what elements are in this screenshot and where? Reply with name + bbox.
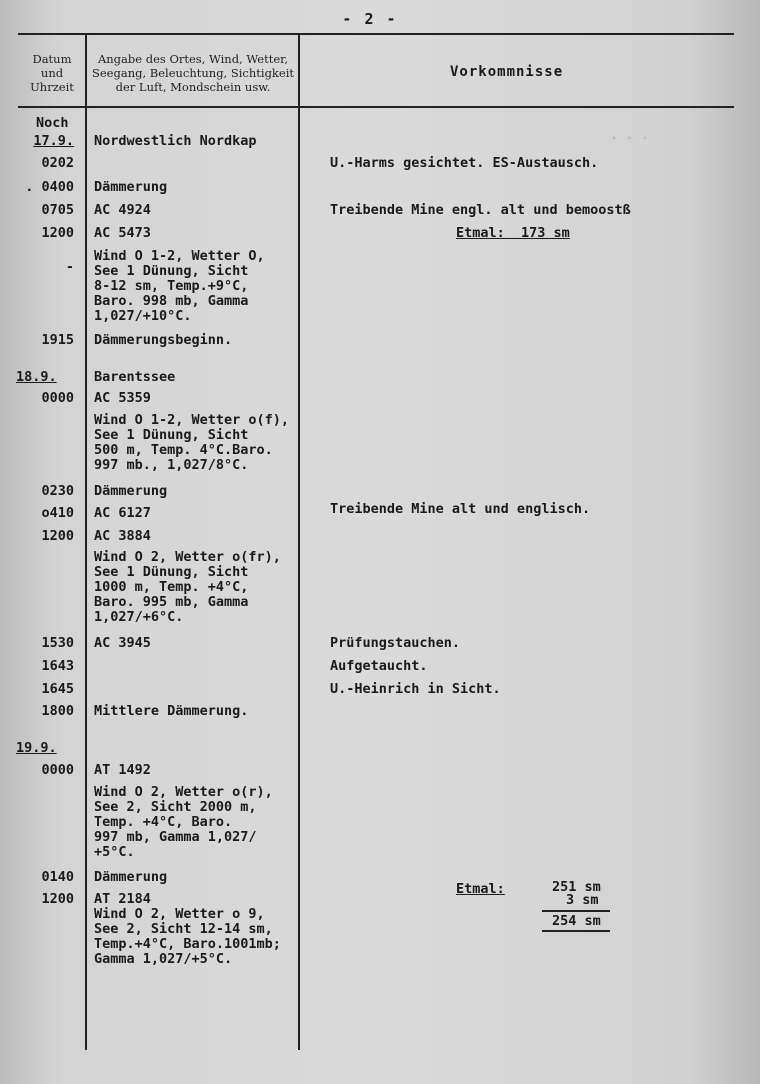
- time-0230: 0230: [41, 483, 74, 499]
- time-1200-c: 1200: [41, 891, 74, 907]
- place-1200: AC 5473: [94, 225, 151, 241]
- column-divider-2: [298, 34, 300, 1050]
- event-1643: Aufgetaucht.: [330, 658, 428, 674]
- time-0000-b: 0000: [41, 762, 74, 778]
- place-0400: Dämmerung: [94, 179, 168, 195]
- etmal-value-2: 3 sm: [566, 892, 599, 908]
- time-0705: 0705: [41, 202, 74, 218]
- etmal-sum-rule: [542, 910, 610, 912]
- time-1915: 1915: [41, 332, 74, 348]
- place-17-9: Nordwestlich Nordkap: [94, 133, 257, 149]
- event-1645: U.-Heinrich in Sicht.: [330, 681, 501, 697]
- document-page: - 2 - Datum und Uhrzeit Angabe des Ortes, Wind, Wetter, Seegang, Beleuchtung, Sichtigkeit der Luft, Mondschein usw. Vorkommnisse . . . Noch 17.9. 0202 . 0400 0705 1200 - 1915 18.9. 0000 0230 o410 1200 1530 1643 1645 1800 19.9. 0000 0140 1200 Nordwestlich Nordkap Dämmerung AC 4924 AC 5473 Wind O 1-2, Wetter O, See 1 Dünung, Sicht 8-12 sm, Temp.+9°C, Baro. 998 mb, Gamma 1,027/+10°C. Dämmerungsbeginn. Barentssee AC 5359 Wind O 1-2, Wetter o(f), See 1 Dünung, Sicht 500 m, Temp. 4°C.Baro. 997 mb., 1,027/8°C. Dämmerung AC 6127 AC 3884 Wind O 2, Wetter o(fr), See 1 Dünung, Sicht 1000 m, Temp. +4°C, Baro. 995 mb, Gamma 1,027/+6°C. AC 3945 Mittlere Dämmerung. AT 1492 Wind O 2, Wetter o(r), See 2, Sicht 2000 m, Temp. +4°C, Baro. 997 mb, Gamma 1,027/ +5°C. Dämmerung AT 2184 Wind O 2, Wetter o 9, See 2, Sicht 12-14 sm, Temp.+4°C, Baro.1001mb; Gamma 1,027/+5°C. U.-Harms gesichtet. ES-Austausch. Treibende Mine engl. alt und bemoostß Etmal: 173 sm Treibende Mine alt und englisch. Prüfungstauchen. Aufgetaucht. U.-Heinrich in Sicht. Etmal: 251 sm 3 sm 254 sm: [0, 0, 760, 1084]
- time-0000-a: 0000: [41, 390, 74, 406]
- time-0410: o410: [41, 505, 74, 521]
- time-0140: 0140: [41, 869, 74, 885]
- header-events: Vorkommnisse: [450, 64, 564, 80]
- place-0410: AC 6127: [94, 505, 151, 521]
- etmal-total: 254 sm: [552, 913, 601, 929]
- etmal-value-1: 251 sm: [552, 879, 601, 895]
- page-number: - 2 -: [342, 10, 398, 28]
- time-1643: 1643: [41, 658, 74, 674]
- header-bottom-rule: [18, 106, 734, 108]
- date-17-9: 17.9.: [33, 133, 74, 149]
- place-0140: Dämmerung: [94, 869, 168, 885]
- time-1645: 1645: [41, 681, 74, 697]
- time-1530: 1530: [41, 635, 74, 651]
- date-19-9: 19.9.: [16, 740, 57, 756]
- time-0202: 0202: [41, 155, 74, 171]
- table-top-rule: [18, 33, 734, 35]
- bleed-through-text: . . .: [610, 128, 650, 143]
- noch-label: Noch: [36, 115, 69, 131]
- event-1200-etmal: Etmal: 173 sm: [456, 225, 570, 241]
- place-0705: AC 4924: [94, 202, 151, 218]
- event-0705: Treibende Mine engl. alt und bemoostß: [330, 202, 631, 218]
- etmal-total-rule: [542, 930, 610, 932]
- event-0410: Treibende Mine alt und englisch.: [330, 501, 591, 517]
- etmal-label: Etmal:: [456, 881, 505, 897]
- place-1915: Dämmerungsbeginn.: [94, 332, 233, 348]
- header-date-time: Datum und Uhrzeit: [30, 52, 74, 94]
- place-1800: Mittlere Dämmerung.: [94, 703, 249, 719]
- time-1200-b: 1200: [41, 528, 74, 544]
- date-18-9: 18.9.: [16, 369, 57, 385]
- time-1200: 1200: [41, 225, 74, 241]
- time-1800: 1800: [41, 703, 74, 719]
- header-location-weather: Angabe des Ortes, Wind, Wetter, Seegang, Beleuchtung, Sichtigkeit der Luft, Mondschein usw.: [91, 52, 295, 94]
- place-1530: AC 3945: [94, 635, 151, 651]
- time-0400: . 0400: [25, 179, 74, 195]
- place-0230: Dämmerung: [94, 483, 168, 499]
- event-1530: Prüfungstauchen.: [330, 635, 461, 651]
- column-divider-1: [85, 34, 87, 1050]
- event-0202: U.-Harms gesichtet. ES-Austausch.: [330, 155, 599, 171]
- place-18-9: Barentssee: [94, 369, 176, 385]
- time-dash: -: [65, 259, 74, 275]
